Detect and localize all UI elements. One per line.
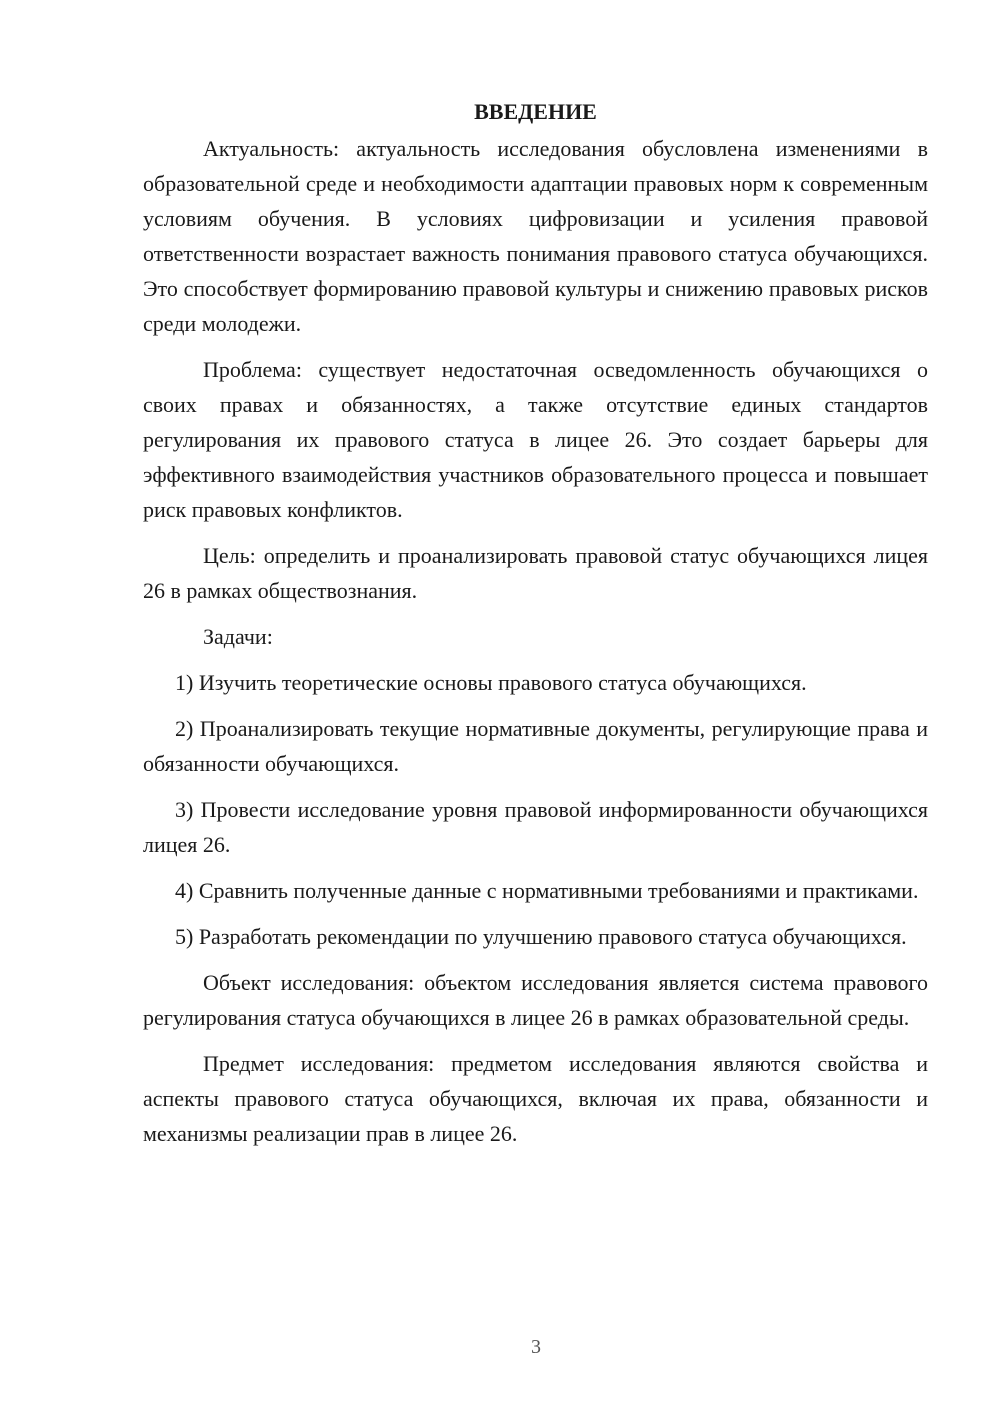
tasks-heading: Задачи: <box>203 624 273 649</box>
section-heading: ВВЕДЕНИЕ <box>474 99 597 124</box>
task-item-1: 1) Изучить теоретические основы правового статуса обучающихся. <box>175 670 807 695</box>
page-number: 3 <box>531 1336 541 1358</box>
task-item-2: 2) Проанализировать текущие нормативные документы, регулирующие права и обязанности обучающихся. <box>143 716 928 776</box>
subject-paragraph: Предмет исследования: предметом исследования являются свойства и аспекты правового статуса обучающихся, включая их права, обязанности и механизмы реализации прав в лицее 26. <box>143 1051 928 1146</box>
object-paragraph: Объект исследования: объектом исследования является система правового регулирования статуса обучающихся в лицее 26 в рамках образовательной среды. <box>143 970 928 1030</box>
document-body <box>143 94 928 1151</box>
relevance-paragraph: Актуальность: актуальность исследования обусловлена изменениями в образовательной среде и необходимости адаптации правовых норм к современным условиям обучения. В условиях цифровизации и усиления правовой ответственности возрастает важность понимания правового статуса обучающихся. Это способствует формированию правовой культуры и снижению правовых рисков среди молодежи. <box>143 136 928 336</box>
task-item-4: 4) Сравнить полученные данные с нормативными требованиями и практиками. <box>175 878 919 903</box>
task-item-5: 5) Разработать рекомендации по улучшению правового статуса обучающихся. <box>175 924 907 949</box>
goal-paragraph: Цель: определить и проанализировать правовой статус обучающихся лицея 26 в рамках обществознания. <box>143 543 928 603</box>
problem-paragraph: Проблема: существует недостаточная осведомленность обучающихся о своих правах и обязанностях, а также отсутствие единых стандартов регулирования их правового статуса в лицее 26. Это создает барьеры для эффективного взаимодействия участников образовательного процесса и повышает риск правовых конфликтов. <box>143 357 928 522</box>
task-item-3: 3) Провести исследование уровня правовой информированности обучающихся лицея 26. <box>143 797 928 857</box>
